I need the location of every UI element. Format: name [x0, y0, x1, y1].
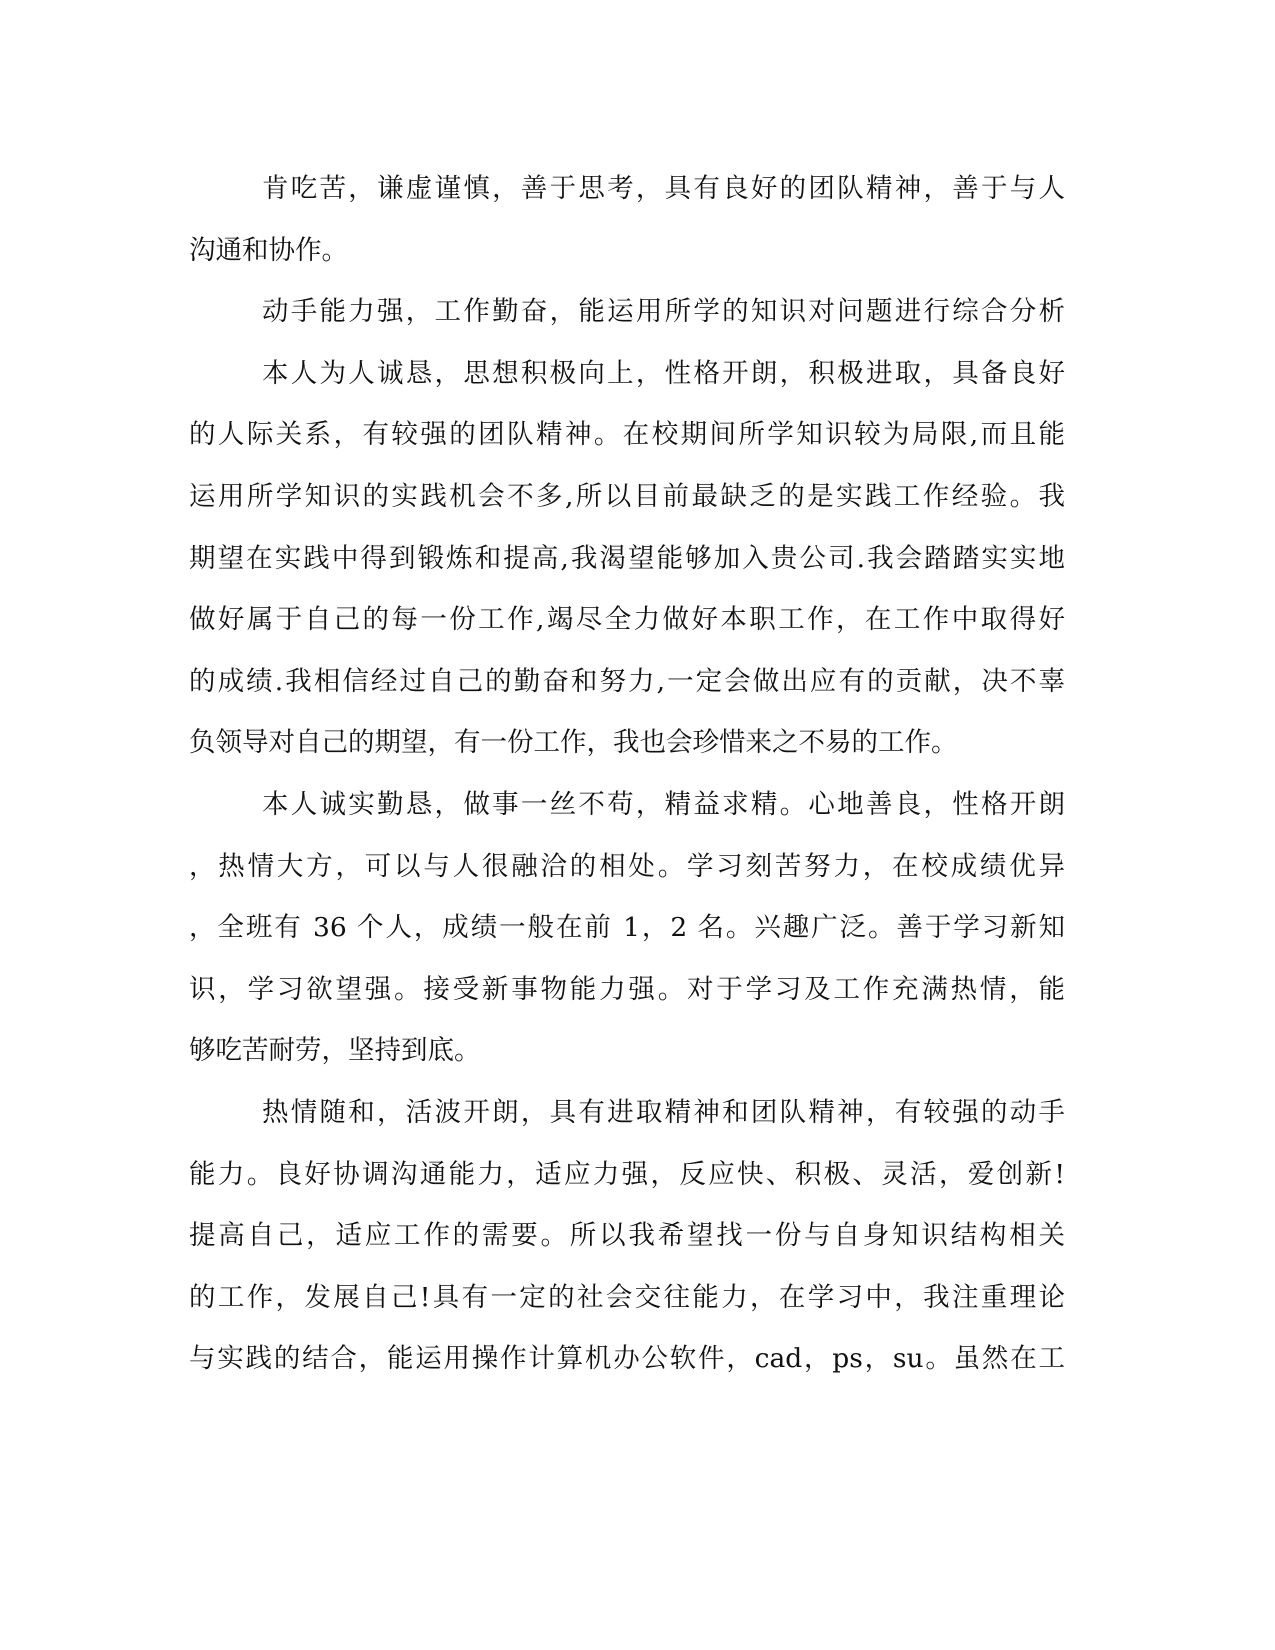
text-line: 肯吃苦，谦虚谨慎，善于思考，具有良好的团队精神，善于与人	[262, 173, 1065, 204]
text-line: 运用所学知识的实践机会不多,所以目前最缺乏的是实践工作经验。我	[189, 480, 1065, 512]
paragraph-4	[189, 774, 1065, 1082]
text-line: 的工作，发展自己!具有一定的社会交往能力，在学习中，我注重理论	[189, 1281, 1065, 1313]
text-line: 热情随和，活波开朗，具有进取精神和团队精神，有较强的动手	[262, 1096, 1065, 1128]
text-line: 提高自己，适应工作的需要。所以我希望找一份与自身知识结构相关	[189, 1220, 1065, 1252]
text-line: ，热情大方，可以与人很融洽的相处。学习刻苦努力，在校成绩优异	[189, 850, 1065, 882]
text-line: 与实践的结合，能运用操作计算机办公软件，cad，ps，su。虽然在工	[189, 1343, 1065, 1375]
paragraph-5	[189, 1082, 1065, 1390]
text-line: 本人为人诚恳，思想积极向上，性格开朗，积极进取，具备良好	[262, 357, 1065, 389]
text-line: 的人际关系，有较强的团队精神。在校期间所学知识较为局限,而且能	[189, 419, 1065, 451]
text-line: ，全班有 36 个人，成绩一般在前 1，2 名。兴趣广泛。善于学习新知	[189, 912, 1065, 944]
text-line: 够吃苦耐劳，坚持到底。	[189, 1035, 481, 1067]
paragraph-3	[189, 343, 1065, 774]
text-line: 沟通和协作。	[189, 234, 348, 266]
document-body	[189, 158, 1065, 1390]
text-line: 负领导对自己的期望，有一份工作，我也会珍惜来之不易的工作。	[189, 727, 958, 759]
text-line: 动手能力强，工作勤奋，能运用所学的知识对问题进行综合分析	[262, 296, 1065, 328]
paragraph-2	[189, 281, 1065, 343]
paragraph-1	[189, 158, 1065, 281]
text-line: 期望在实践中得到锻炼和提高,我渴望能够加入贵公司.我会踏踏实实地	[189, 542, 1065, 574]
text-line: 做好属于自己的每一份工作,竭尽全力做好本职工作，在工作中取得好	[189, 604, 1065, 636]
text-line: 本人诚实勤恳，做事一丝不苟，精益求精。心地善良，性格开朗	[262, 788, 1065, 820]
text-line: 识，学习欲望强。接受新事物能力强。对于学习及工作充满热情，能	[189, 973, 1065, 1005]
text-line: 能力。良好协调沟通能力，适应力强，反应快、积极、灵活，爱创新!	[189, 1158, 1065, 1190]
text-line: 的成绩.我相信经过自己的勤奋和努力,一定会做出应有的贡献，决不辜	[189, 665, 1065, 697]
